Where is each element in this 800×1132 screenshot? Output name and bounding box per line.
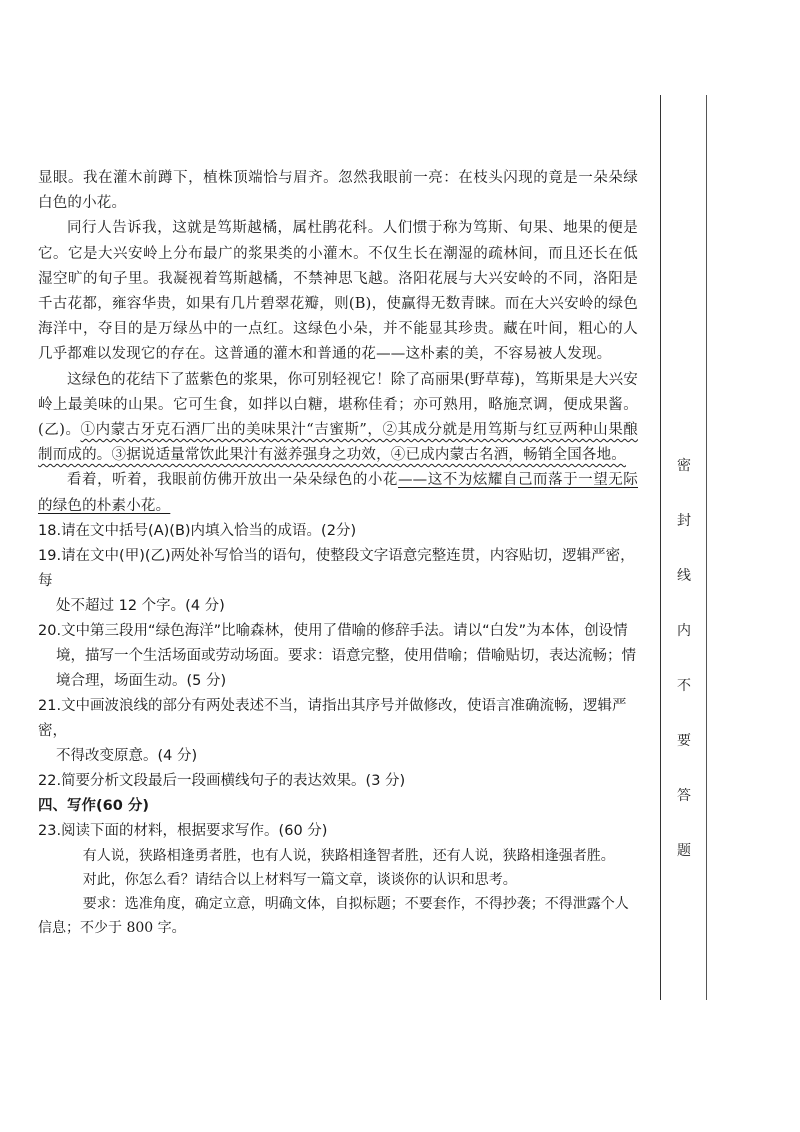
paragraph-3 <box>38 368 638 469</box>
paragraph-1: 显眼。我在灌木前蹲下，植株顶端恰与眉齐。忽然我眼前一亮：在枝头闪现的竟是一朵朵绿白色的小花。 <box>38 170 638 212</box>
wavy-underline-text-2: ③据说适量常饮此果汁有滋养强身之功效，④已成内蒙古名酒，畅销全国各地。 <box>111 447 626 464</box>
seal-char: 密 <box>677 458 691 474</box>
writing-task: 对此，你怎么看？请结合以上材料写一篇文章，谈谈你的认识和思考。 <box>82 871 517 888</box>
question-text: 文中画波浪线的部分有两处表述不当，请指出其序号并做修改，使语言准确流畅，逻辑严密， <box>38 697 627 739</box>
question-list <box>38 519 638 794</box>
seal-char: 内 <box>677 623 691 639</box>
question-20 <box>38 619 638 694</box>
question-text: 阅读下面的材料，根据要求写作。(60 分) <box>61 822 328 839</box>
paragraph-4-text: 看着，听着，我眼前仿佛开放出一朵朵绿色的小花 <box>67 472 398 489</box>
question-text: 请在文中(甲)(乙)两处补写恰当的语句，使整段文字语意完整连贯，内容贴切，逻辑严密，每 <box>38 547 635 589</box>
seal-char: 封 <box>677 513 691 529</box>
paragraph-4 <box>38 468 638 518</box>
section-title: 四、写作(60 分) <box>38 797 149 814</box>
writing-requirements: 要求：选准角度，确定立意，明确文体，自拟标题；不要套作，不得抄袭；不得泄露个人信息；不少于 800 字。 <box>38 895 629 936</box>
seal-line-notice <box>672 455 696 895</box>
question-text: 简要分析文段最后一段画横线句子的表达效果。(3 分) <box>61 772 406 789</box>
question-18 <box>38 519 638 544</box>
question-19 <box>38 544 638 619</box>
question-21 <box>38 694 638 769</box>
question-text-continued: 不得改变原意。(4 分) <box>56 747 198 764</box>
writing-material: 有人说，狭路相逢勇者胜，也有人说，狭路相逢智者胜，还有人说，狭路相逢强者胜。 <box>82 847 615 864</box>
paragraph-3-text: 这绿色的花结下了蓝紫色的浆果，你可别轻视它！除了高丽果(野草莓)，笃斯果是大兴安岭上最美味的山果。它可生食，如拌以白糖，堪称佳肴；亦可熟用，略施烹调，便成果酱。(乙)。 <box>38 371 638 439</box>
question-number: 19. <box>38 547 62 564</box>
seal-char: 题 <box>677 843 691 859</box>
paragraph-2: 同行人告诉我，这就是笃斯越橘，属杜鹃花科。人们惯于称为笃斯、旬果、地果的便是它。它是大兴安岭上分布最广的浆果类的小灌木。不仅生长在潮湿的疏林间，而且还长在低湿空旷的旬子里。我凝视着笃斯越橘，不禁神思飞越。洛阳花展与大兴安岭的不同，洛阳是千古花都，雍容华贵，如果有几片碧翠花瓣，则(B)，使赢得无数青睐。而在大兴安岭的绿色海洋中，夺目的是万绿丛中的一点红。这绿色小朵，并不能显其珍贵。藏在叶间，粗心的人几乎都难以发现它的存在。这普通的灌木和普通的花——这朴素的美，不容易被人发现。 <box>38 220 638 363</box>
question-text-continued: 处不超过 12 个字。(4 分) <box>56 597 225 614</box>
question-number: 20. <box>38 622 62 639</box>
question-number: 22. <box>38 772 62 789</box>
seal-line-right-rule <box>706 95 707 1000</box>
question-text: 文中第三段用“绿色海洋”比喻森林，使用了借喻的修辞手法。请以“白发”为本体，创设情 <box>61 622 628 639</box>
wavy-underline-text-1: ①内蒙古牙克石酒厂出的美味果汁“吉蜜斯”，②其成分就是用笃斯与红豆两种山果酿制而成的。 <box>38 422 638 464</box>
question-23 <box>38 819 638 844</box>
reading-passage <box>38 166 638 940</box>
seal-char: 要 <box>677 733 691 749</box>
seal-char: 答 <box>677 788 691 804</box>
question-text-continued: 境，描写一个生活场面或劳动场面。要求：语意完整，使用借喻；借喻贴切，表达流畅；情境合理，场面生动。(5 分) <box>56 647 636 689</box>
underlined-sentence: ——这不为炫耀自己而落于一望无际的绿色的朴素小花。 <box>38 472 639 514</box>
question-number: 23. <box>38 822 62 839</box>
question-22 <box>38 769 638 794</box>
seal-char: 线 <box>677 568 691 584</box>
question-text: 请在文中括号(A)(B)内填入恰当的成语。(2分) <box>61 522 357 539</box>
seal-char: 不 <box>677 678 691 694</box>
question-number: 21. <box>38 697 62 714</box>
seal-line-left-rule <box>660 95 661 1000</box>
question-number: 18. <box>38 522 62 539</box>
